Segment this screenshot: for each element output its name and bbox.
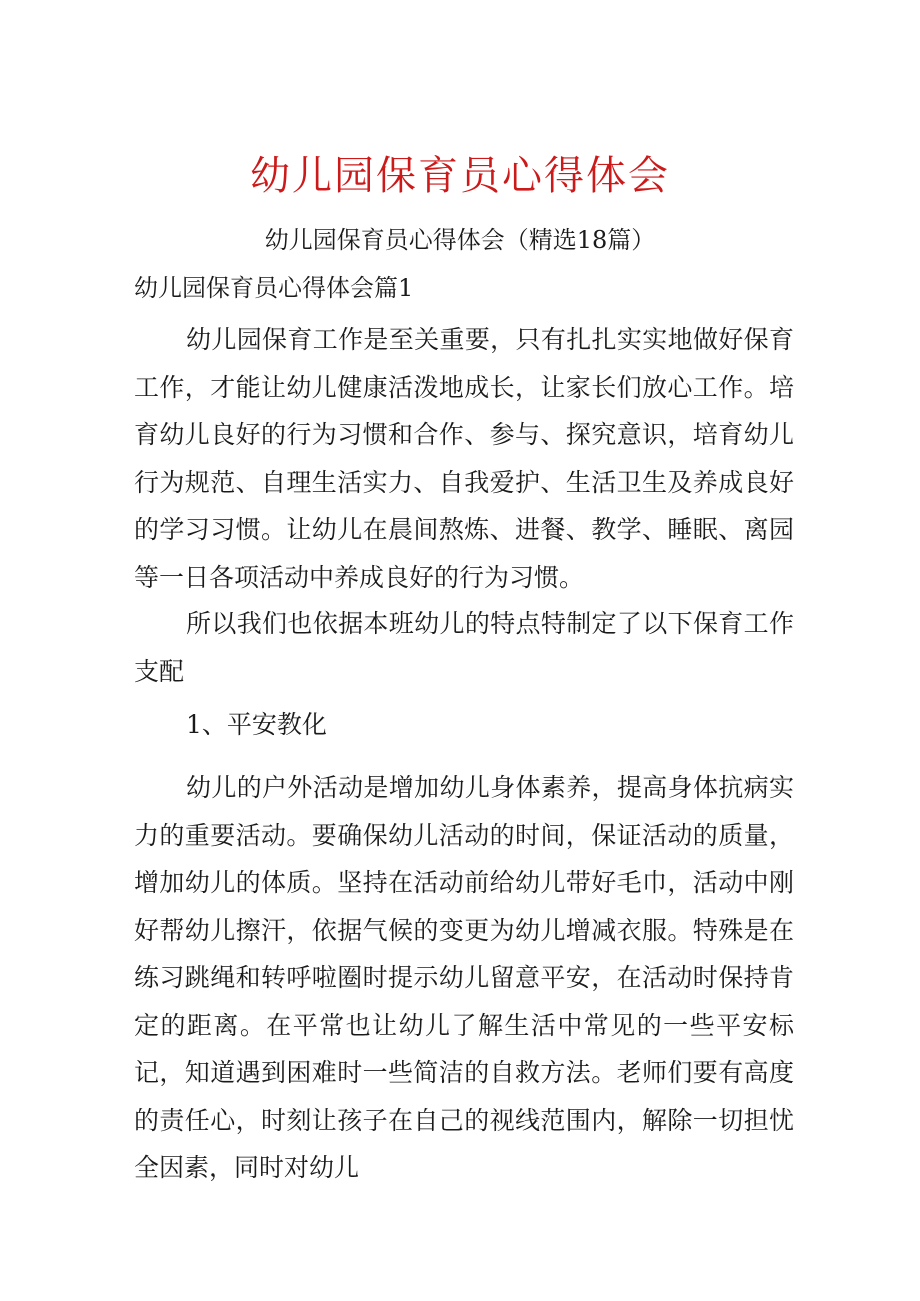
body-paragraph: 所以我们也依据本班幼儿的特点特制定了以下保育工作支配 <box>134 609 794 686</box>
document-title: 幼儿园保育员心得体会 <box>250 153 670 199</box>
item-heading: 1、平安教化 <box>186 710 327 739</box>
document-subtitle: 幼儿园保育员心得体会（精选18篇） <box>264 226 656 254</box>
section-heading: 幼儿园保育员心得体会篇1 <box>134 274 414 302</box>
body-paragraph: 幼儿园保育工作是至关重要，只有扎扎实实地做好保育工作，才能让幼儿健康活泼地成长，让家长们放心工作。培育幼儿良好的行为习惯和合作、参与、探究意识，培育幼儿行为规范、自理生活实力、自我爱护、生活卫生及养成良好的学习习惯。让幼儿在晨间熬炼、进餐、教学、睡眠、离园等一日各项活动中养成良好的行为习惯。 <box>134 325 794 592</box>
item-paragraph: 幼儿的户外活动是增加幼儿身体素养，提高身体抗病实力的重要活动。要确保幼儿活动的时间，保证活动的质量，增加幼儿的体质。坚持在活动前给幼儿带好毛巾，活动中刚好帮幼儿擦汗，依据气候的变更为幼儿增减衣服。特殊是在练习跳绳和转呼啦圈时提示幼儿留意平安，在活动时保持肯定的距离。在平常也让幼儿了解生活中常见的一些平安标记，知道遇到困难时一些简洁的自救方法。老师们要有高度的责任心，时刻让孩子在自己的视线范围内，解除一切担忧全因素，同时对幼儿 <box>134 773 794 1182</box>
